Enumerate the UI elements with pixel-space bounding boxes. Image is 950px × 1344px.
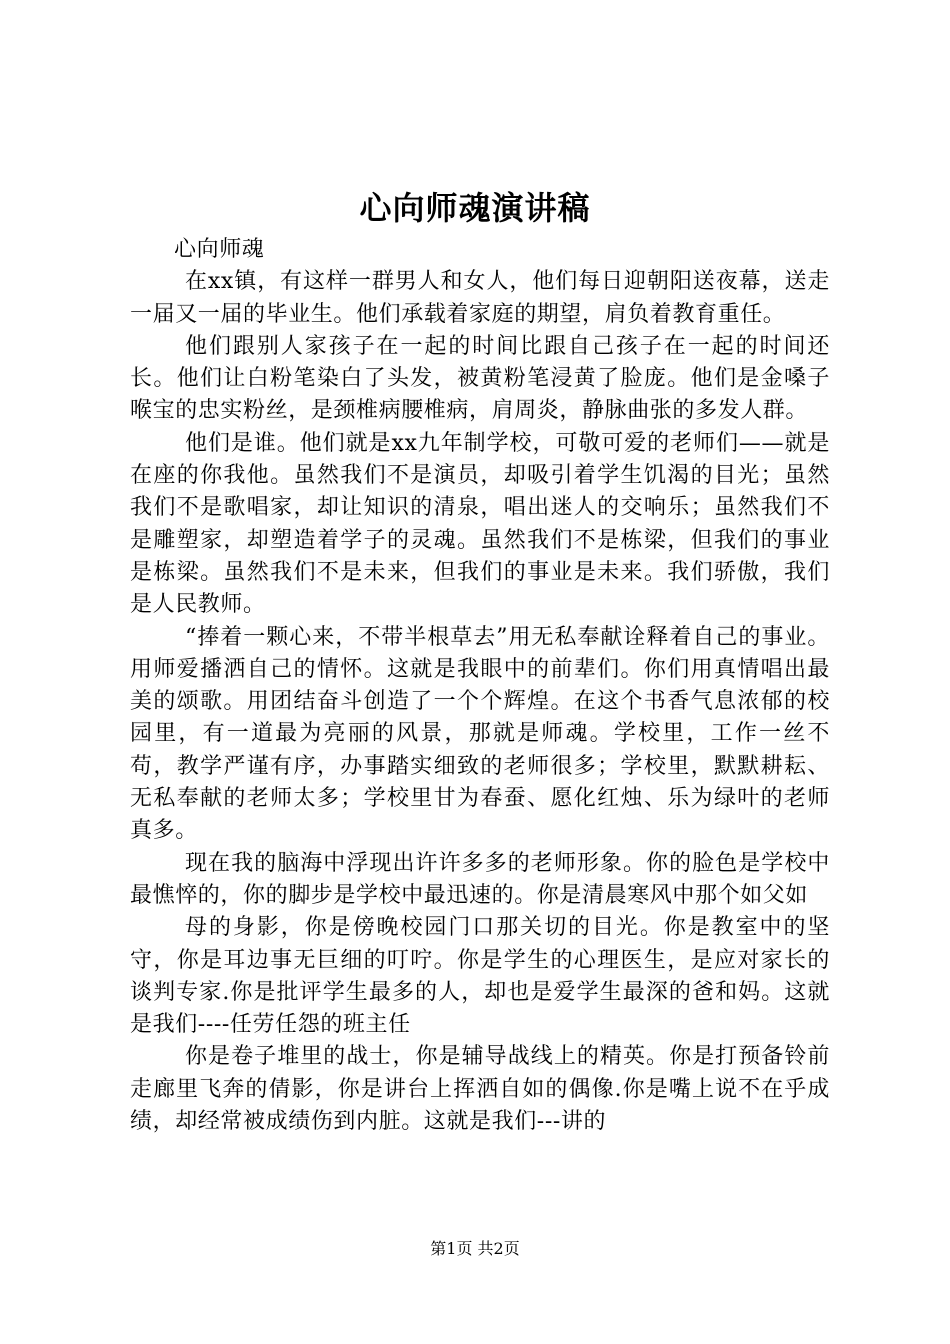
document-title: 心向师魂演讲稿 xyxy=(359,189,591,227)
body-paragraph: “捧着一颗心来，不带半根草去”用无私奉献诠释着自己的事业。用师爱播洒自己的情怀。这就是我眼中的前辈们。你们用真情唱出最美的颂歌。用团结奋斗创造了一个个辉煌。在这个书香气息浓郁的校园里，有一道最为亮丽的风景，那就是师魂。学校里，工作一丝不苟，教学严谨有序，办事踏实细致的老师很多；学校里，默默耕耘、无私奉献的老师太多；学校里甘为春蚕、愿化红烛、乐为绿叶的老师真多。 xyxy=(130,624,830,844)
body-paragraph: 他们是谁。他们就是xx九年制学校，可敬可爱的老师们——就是在座的你我他。虽然我们不是演员，却吸引着学生饥渴的目光；虽然我们不是歌唱家，却让知识的清泉，唱出迷人的交响乐；虽然我们不是雕塑家，却塑造着学子的灵魂。虽然我们不是栋梁，但我们的事业是栋梁。虽然我们不是未来，但我们的事业是未来。我们骄傲，我们是人民教师。 xyxy=(130,430,830,618)
body-paragraph: 你是卷子堆里的战士，你是辅导战线上的精英。你是打预备铃前走廊里飞奔的倩影，你是讲台上挥洒自如的偶像.你是嘴上说不在乎成绩，却经常被成绩伤到内脏。这就是我们---讲的 xyxy=(130,1044,830,1135)
body-paragraph: 在xx镇，有这样一群男人和女人，他们每日迎朝阳送夜幕，送走一届又一届的毕业生。他们承载着家庭的期望，肩负着教育重任。 xyxy=(130,269,830,327)
body-paragraph: 现在我的脑海中浮现出许许多多的老师形象。你的脸色是学校中最憔悴的，你的脚步是学校中最迅速的。你是清晨寒风中那个如父如 xyxy=(130,850,830,908)
body-paragraph: 母的身影，你是傍晚校园门口那关切的目光。你是教室中的坚守，你是耳边事无巨细的叮咛。你是学生的心理医生，是应对家长的谈判专家.你是批评学生最多的人，却也是爱学生最深的爸和妈。这就是我们----任劳任怨的班主任 xyxy=(130,915,830,1038)
page-number-footer: 第1页 共2页 xyxy=(430,1239,520,1258)
document-body xyxy=(130,234,830,1138)
body-paragraph: 他们跟别人家孩子在一起的时间比跟自己孩子在一起的时间还长。他们让白粉笔染白了头发，被黄粉笔浸黄了脸庞。他们是金嗓子喉宝的忠实粉丝，是颈椎病腰椎病，肩周炎，静脉曲张的多发人群。 xyxy=(130,333,830,424)
subtitle-paragraph: 心向师魂 xyxy=(174,237,265,262)
